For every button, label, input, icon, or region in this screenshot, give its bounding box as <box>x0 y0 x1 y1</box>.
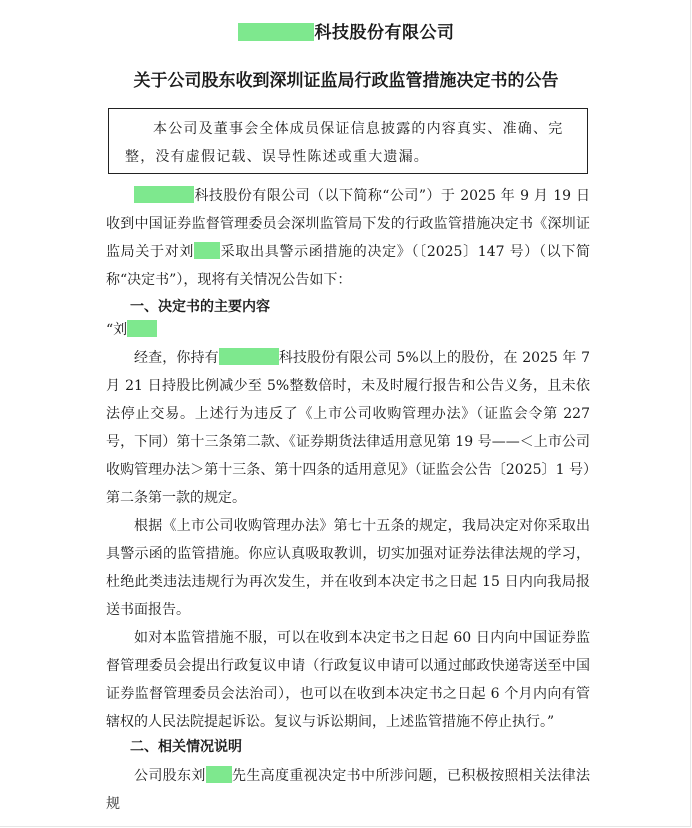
finding-text-1: 经查，你持有 <box>134 350 219 366</box>
disclaimer-text: 本公司及董事会全体成员保证信息披露的内容真实、准确、完整，没有虚假记载、误导性陈述或重大遗漏。 <box>125 121 564 165</box>
section-1-heading: 一、决定书的主要内容 <box>130 299 270 315</box>
document-title: 关于公司股东收到深圳证监局行政监管措施决定书的公告 <box>133 71 559 91</box>
disclaimer-box <box>108 108 588 174</box>
salutation-text: “刘 <box>106 322 128 338</box>
salutation <box>106 316 590 344</box>
company-name-suffix: 科技股份有限公司 <box>314 23 455 43</box>
intro-paragraph <box>106 182 590 294</box>
section-2-heading: 二、相关情况说明 <box>130 739 242 755</box>
intro-text-1: 科技股份有限公司（以下简称“公司”）于 2025 年 9 月 19 日收到中国证券监督管理委员会深圳监管局下发的行政监管措施决定书《深圳证监局关于对刘 <box>106 188 590 260</box>
redacted-company-name <box>238 23 314 41</box>
redacted-company-name <box>134 186 194 203</box>
redacted-person-name <box>194 242 220 259</box>
measure-paragraph: 根据《上市公司收购管理办法》第七十五条的规定，我局决定对你采取出具警示函的监管措施。你应认真吸取教训，切实加强对证券法律法规的学习，杜绝此类违法违规行为再次发生，并在收到本决定书之日起 15 日内向我局报送书面报告。 <box>106 518 590 618</box>
redacted-company-name <box>219 348 279 365</box>
redacted-person-name <box>127 320 157 337</box>
appeal-paragraph: 如对本监管措施不服，可以在收到本决定书之日起 60 日内向中国证券监督管理委员会提出行政复议申请（行政复议申请可以通过邮政快递寄送至中国证券监督管理委员会法治司），也可以在收到本决定书之日起 6 个月内向有管辖权的人民法院提起诉讼。复议与诉讼期间，上述监管措施不停止执行。” <box>106 630 590 730</box>
explanation-text-1: 公司股东刘 <box>134 768 206 784</box>
explanation-text-2: 先生高度重视决定书中所涉问题，已积极按照相关法律法规 <box>106 768 591 812</box>
redacted-person-name <box>206 766 232 783</box>
company-title <box>0 18 692 43</box>
explanation-paragraph <box>106 762 590 818</box>
finding-paragraph <box>106 344 590 512</box>
intro-text-2: 采取出具警示函措施的决定》（〔2025〕147 号）（以下简称“决定书”），现将有关情况公告如下： <box>106 244 590 288</box>
finding-text-2: 科技股份有限公司 5%以上的股份，在 2025 年 7 月 21 日持股比例减少至 5%整数倍时，未及时履行报告和公告义务，且未依法停止交易。上述行为违反了《上市公司收购管理办法》（证监会令第 227 号，下同）第十三条第二款、《证券期货法律适用意见第 19 号——＜上市公司收购管理办法＞第十三条、第十四条的适用意见》（证监会公告〔2025〕1 号）第二条第一款的规定。 <box>106 350 591 506</box>
